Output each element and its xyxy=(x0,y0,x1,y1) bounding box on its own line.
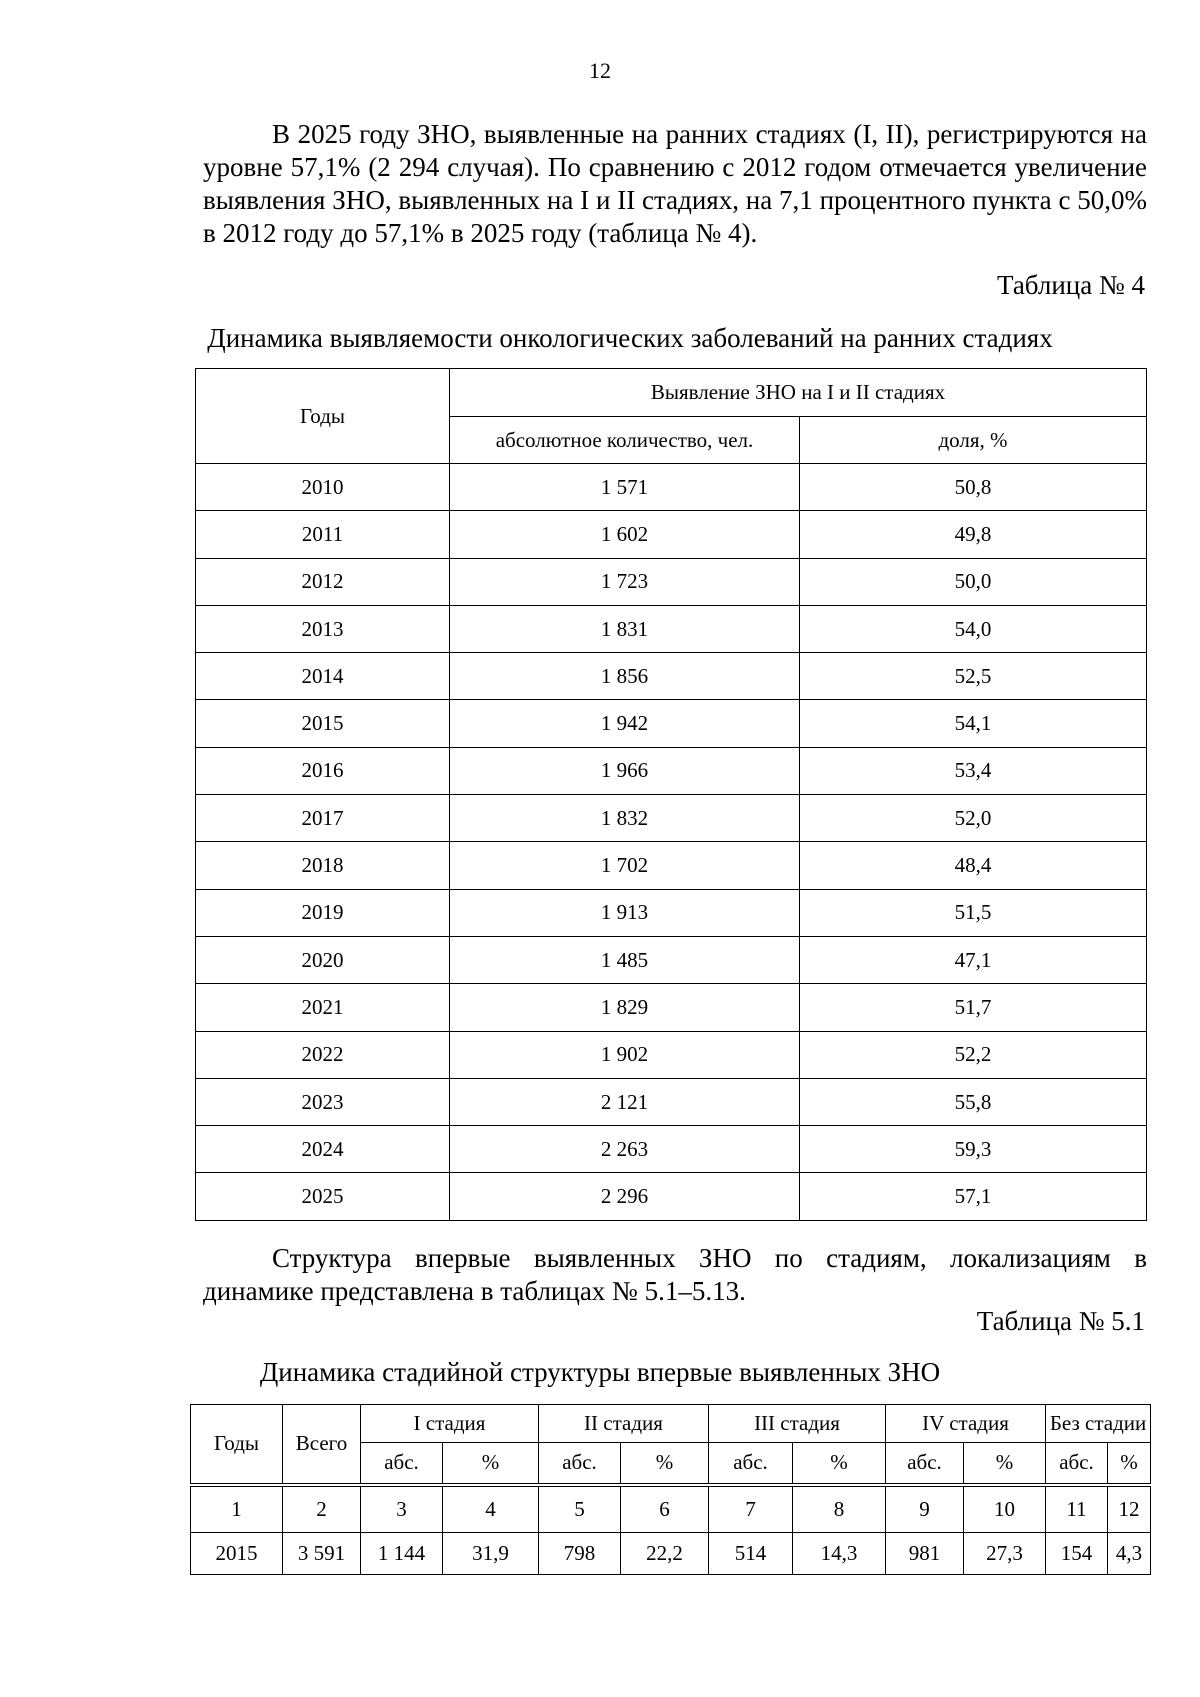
header-years: Годы xyxy=(196,369,450,464)
table-row xyxy=(196,936,1147,983)
year-cell: 2022 xyxy=(196,1031,450,1078)
table-5-1-title: Динамика стадийной структуры впервые выявленных ЗНО xyxy=(259,1357,941,1387)
table-row xyxy=(196,795,1147,842)
table-4-label: Таблица № 4 xyxy=(997,270,1145,300)
absolute-count-cell: 2 121 xyxy=(450,1078,800,1125)
table-row xyxy=(196,1126,1147,1173)
column-number-cell: 4 xyxy=(443,1485,539,1533)
data-cell: 14,3 xyxy=(793,1533,886,1575)
absolute-count-cell: 1 831 xyxy=(450,605,800,652)
share-percent-cell: 57,1 xyxy=(800,1173,1147,1220)
column-number-cell: 1 xyxy=(191,1485,283,1533)
absolute-count-cell: 1 485 xyxy=(450,936,800,983)
year-cell: 2016 xyxy=(196,747,450,794)
share-percent-cell: 52,5 xyxy=(800,653,1147,700)
year-cell: 2014 xyxy=(196,653,450,700)
column-number-cell: 9 xyxy=(886,1485,964,1533)
table-5-1 xyxy=(190,1404,1151,1575)
table-row xyxy=(196,1173,1147,1220)
table-row xyxy=(196,984,1147,1031)
share-percent-cell: 50,8 xyxy=(800,464,1147,511)
share-percent-cell: 51,7 xyxy=(800,984,1147,1031)
year-cell: 2010 xyxy=(196,464,450,511)
share-percent-cell: 54,1 xyxy=(800,700,1147,747)
column-number-cell: 5 xyxy=(539,1485,621,1533)
column-number-cell: 7 xyxy=(709,1485,793,1533)
header-stage-3: III стадия xyxy=(709,1405,886,1443)
year-cell: 2024 xyxy=(196,1126,450,1173)
data-cell: 798 xyxy=(539,1533,621,1575)
table-4-title: Динамика выявляемости онкологических заболеваний на ранних стадиях xyxy=(207,323,1053,353)
absolute-count-cell: 1 602 xyxy=(450,511,800,558)
column-number-cell: 11 xyxy=(1046,1485,1108,1533)
absolute-count-cell: 1 942 xyxy=(450,700,800,747)
header-percent: % xyxy=(1108,1443,1151,1485)
data-cell: 22,2 xyxy=(621,1533,709,1575)
absolute-count-cell: 1 829 xyxy=(450,984,800,1031)
year-cell: 2013 xyxy=(196,605,450,652)
share-percent-cell: 47,1 xyxy=(800,936,1147,983)
table-row xyxy=(196,1031,1147,1078)
column-number-cell: 6 xyxy=(621,1485,709,1533)
header-total: Всего xyxy=(283,1405,361,1485)
year-cell: 2017 xyxy=(196,795,450,842)
data-cell: 1 144 xyxy=(361,1533,443,1575)
intro-paragraph: В 2025 году ЗНО, выявленные на ранних стадиях (I, II), регистрируются на уровне 57,1% (2 294 случая). По сравнению с 2012 годом отмечается увеличение выявления ЗНО, выявленных на I и II стадиях, на 7,1 процентного пункта с 50,0% в 2012 году до 57,1% в 2025 году (таблица № 4). xyxy=(203,119,1147,248)
header-abs: абс. xyxy=(1046,1443,1108,1485)
data-cell: 514 xyxy=(709,1533,793,1575)
table-row xyxy=(196,558,1147,605)
year-cell: 2018 xyxy=(196,842,450,889)
data-cell: 154 xyxy=(1046,1533,1108,1575)
header-abs: абс. xyxy=(886,1443,964,1485)
year-cell: 2012 xyxy=(196,558,450,605)
share-percent-cell: 48,4 xyxy=(800,842,1147,889)
table-row xyxy=(196,511,1147,558)
header-detection-group: Выявление ЗНО на I и II стадиях xyxy=(450,369,1147,417)
table-row xyxy=(196,747,1147,794)
year-cell: 2015 xyxy=(196,700,450,747)
absolute-count-cell: 2 263 xyxy=(450,1126,800,1173)
year-cell: 2011 xyxy=(196,511,450,558)
column-number-cell: 8 xyxy=(793,1485,886,1533)
share-percent-cell: 53,4 xyxy=(800,747,1147,794)
table-row xyxy=(191,1533,1151,1575)
column-number-cell: 10 xyxy=(964,1485,1046,1533)
table-row xyxy=(196,889,1147,936)
column-number-cell: 12 xyxy=(1108,1485,1151,1533)
share-percent-cell: 49,8 xyxy=(800,511,1147,558)
header-percent: % xyxy=(443,1443,539,1485)
share-percent-cell: 54,0 xyxy=(800,605,1147,652)
header-percent: % xyxy=(964,1443,1046,1485)
year-cell: 2025 xyxy=(196,1173,450,1220)
data-cell: 4,3 xyxy=(1108,1533,1151,1575)
table-row xyxy=(196,605,1147,652)
data-cell: 31,9 xyxy=(443,1533,539,1575)
year-cell: 2019 xyxy=(196,889,450,936)
share-percent-cell: 51,5 xyxy=(800,889,1147,936)
table-row xyxy=(196,1078,1147,1125)
absolute-count-cell: 1 571 xyxy=(450,464,800,511)
absolute-count-cell: 1 913 xyxy=(450,889,800,936)
structure-paragraph: Структура впервые выявленных ЗНО по стадиям, локализациям в динамике представлена в таблицах № 5.1–5.13. xyxy=(203,1243,1147,1306)
header-years: Годы xyxy=(191,1405,283,1485)
header-abs: абс. xyxy=(539,1443,621,1485)
header-share-percent: доля, % xyxy=(800,417,1147,464)
share-percent-cell: 52,0 xyxy=(800,795,1147,842)
data-cell: 3 591 xyxy=(283,1533,361,1575)
share-percent-cell: 52,2 xyxy=(800,1031,1147,1078)
data-cell: 981 xyxy=(886,1533,964,1575)
absolute-count-cell: 1 966 xyxy=(450,747,800,794)
table-row xyxy=(196,653,1147,700)
year-cell: 2020 xyxy=(196,936,450,983)
page-number: 12 xyxy=(589,58,611,83)
header-abs: абс. xyxy=(361,1443,443,1485)
share-percent-cell: 50,0 xyxy=(800,558,1147,605)
header-stage-4: IV стадия xyxy=(886,1405,1046,1443)
absolute-count-cell: 1 832 xyxy=(450,795,800,842)
header-stage-2: II стадия xyxy=(539,1405,709,1443)
absolute-count-cell: 1 723 xyxy=(450,558,800,605)
data-cell: 27,3 xyxy=(964,1533,1046,1575)
table-4 xyxy=(195,368,1147,1221)
absolute-count-cell: 1 902 xyxy=(450,1031,800,1078)
header-stage-1: I стадия xyxy=(361,1405,539,1443)
table-row xyxy=(196,842,1147,889)
absolute-count-cell: 1 702 xyxy=(450,842,800,889)
column-number-cell: 2 xyxy=(283,1485,361,1533)
header-percent: % xyxy=(793,1443,886,1485)
header-stage-5: Без стадии xyxy=(1046,1405,1151,1443)
year-cell: 2021 xyxy=(196,984,450,1031)
table-row xyxy=(196,464,1147,511)
absolute-count-cell: 2 296 xyxy=(450,1173,800,1220)
table-5-1-label: Таблица № 5.1 xyxy=(976,1306,1145,1336)
year-cell: 2023 xyxy=(196,1078,450,1125)
share-percent-cell: 59,3 xyxy=(800,1126,1147,1173)
header-percent: % xyxy=(621,1443,709,1485)
column-number-cell: 3 xyxy=(361,1485,443,1533)
header-abs: абс. xyxy=(709,1443,793,1485)
header-absolute-count: абсолютное количество, чел. xyxy=(450,417,800,464)
data-cell: 2015 xyxy=(191,1533,283,1575)
absolute-count-cell: 1 856 xyxy=(450,653,800,700)
table-row xyxy=(196,700,1147,747)
column-number-row xyxy=(191,1485,1151,1533)
share-percent-cell: 55,8 xyxy=(800,1078,1147,1125)
